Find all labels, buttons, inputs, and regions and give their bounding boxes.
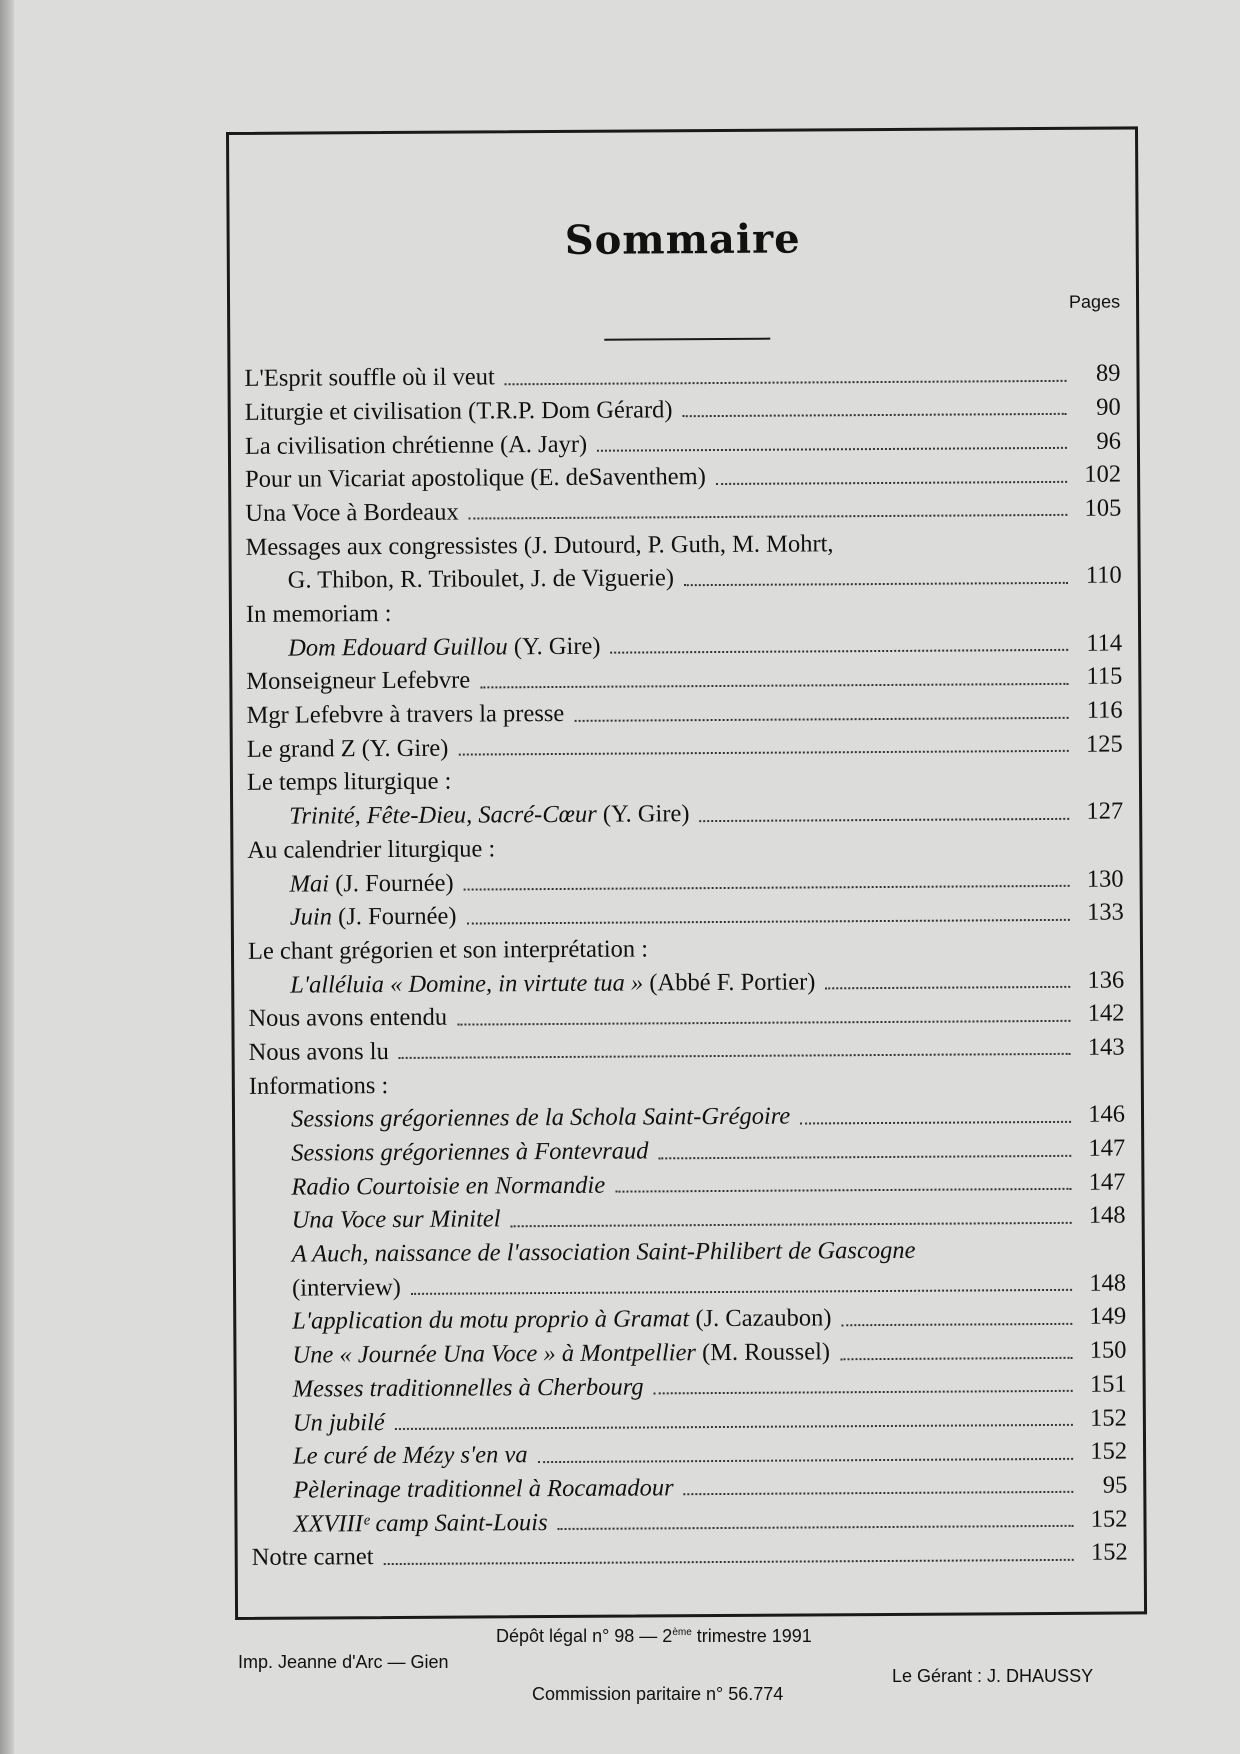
- dot-leader: [659, 1154, 1072, 1159]
- dot-leader: [538, 1458, 1074, 1463]
- toc-entry-text: Pour un Vicariat apostolique (E. deSaventhem): [245, 463, 706, 494]
- toc-entry-title: [244, 363, 495, 393]
- toc-page-number: 102: [1084, 460, 1122, 489]
- toc-entry: [249, 1130, 1125, 1169]
- toc-entry-italic-title: Radio Courtoisie en Normandie: [291, 1171, 606, 1201]
- toc-entry-title: [288, 634, 601, 660]
- toc-entry-italic-title: Una Voce sur Minitel: [291, 1205, 501, 1234]
- toc-entry: [245, 457, 1121, 496]
- toc-entry: [246, 591, 1122, 630]
- dot-leader: [505, 380, 1067, 385]
- toc-entry-text: La civilisation chrétienne (A. Jayr): [244, 430, 588, 460]
- toc-entry: [247, 827, 1123, 866]
- toc-entry-title: [246, 702, 564, 728]
- toc-entry: [250, 1332, 1126, 1371]
- toc-entry-title: [289, 902, 457, 931]
- dot-leader: [480, 683, 1068, 689]
- toc-entry: [249, 1164, 1125, 1203]
- toc-page-number: 89: [1095, 359, 1121, 387]
- dot-leader: [716, 481, 1067, 485]
- toc-entry-text: Mgr Lefebvre à travers la presse: [246, 700, 565, 729]
- toc-entry: [245, 524, 1121, 563]
- pages-column-label: Pages: [1068, 291, 1121, 312]
- toc-entry-italic-title: Messes traditionnelles à Cherbourg: [292, 1373, 644, 1403]
- toc-entry-title: [287, 564, 675, 594]
- toc-page-number: 146: [1088, 1100, 1126, 1129]
- toc-entry-italic-title: Sessions grégoriennes à Fontevraud: [291, 1137, 649, 1167]
- dot-leader: [558, 1525, 1074, 1530]
- toc-entry-text: (Y. Gire): [507, 632, 601, 660]
- dot-leader: [458, 750, 1068, 756]
- toc-entry-text: Le grand Z (Y. Gire): [246, 734, 449, 763]
- toc-entry: [248, 962, 1124, 1001]
- toc-entry: [249, 1029, 1125, 1068]
- dot-leader: [511, 1222, 1072, 1227]
- toc-page-number: 114: [1086, 629, 1123, 657]
- toc-entry-text: Informations :: [248, 1071, 389, 1100]
- toc-page-number: 152: [1090, 1437, 1128, 1465]
- toc-entry-italic-title: L'application du motu proprio à Gramat: [292, 1305, 690, 1336]
- toc-page-number: 142: [1087, 999, 1125, 1028]
- toc-entry-title: [245, 465, 706, 492]
- dot-leader: [615, 1188, 1071, 1193]
- toc-entry-title: [293, 1508, 548, 1538]
- toc-entry-title: [248, 1037, 389, 1066]
- toc-entry-text: (J. Fournée): [331, 902, 457, 931]
- toc-entry: [251, 1467, 1127, 1506]
- toc-entry-title: [248, 1071, 389, 1100]
- dot-leader: [395, 1424, 1073, 1430]
- toc-page-number: 127: [1086, 797, 1124, 825]
- toc-entry: [251, 1366, 1127, 1405]
- toc-entry-text: Messages aux congressistes (J. Dutourd, P. Guth, M. Mohrt,: [245, 529, 834, 561]
- toc-entry: [252, 1535, 1128, 1574]
- page-binding-edge: [0, 0, 14, 1754]
- toc-entry-title: [293, 1476, 674, 1503]
- dot-leader: [464, 885, 1070, 891]
- toc-entry-italic-title: Sessions grégoriennes de la Schola Saint-Grégoire: [290, 1102, 791, 1133]
- toc-entry-text: L'Esprit souffle où il veut: [244, 363, 495, 393]
- toc-entry-title: [247, 837, 495, 863]
- toc-entry-text: Liturgie et civilisation (T.R.P. Dom Gérard): [244, 396, 673, 426]
- toc-entry-italic-title: Dom Edouard Guillou: [288, 632, 508, 662]
- toc-entry-title: [245, 529, 834, 561]
- toc-entry: [251, 1400, 1127, 1439]
- dot-leader: [684, 582, 1068, 586]
- toc-entry-italic-title: Mai: [289, 869, 330, 898]
- toc-page-number: 130: [1086, 865, 1124, 893]
- toc-page-number: 116: [1086, 696, 1123, 724]
- dot-leader: [611, 649, 1069, 654]
- dot-leader: [411, 1289, 1072, 1295]
- toc-entry: [250, 1299, 1126, 1338]
- toc-entry: [244, 356, 1120, 395]
- toc-entry-title: [292, 1304, 832, 1336]
- toc-entry-title: [292, 1340, 830, 1368]
- toc-page-number: 149: [1089, 1302, 1127, 1331]
- toc-entry: [246, 558, 1122, 597]
- toc-entry-title: [289, 802, 689, 829]
- gerant: Le Gérant : J. DHAUSSY: [892, 1666, 1094, 1686]
- toc-entry-text: Una Voce à Bordeaux: [245, 498, 459, 527]
- toc-entry: [247, 726, 1123, 765]
- toc-entry-title: [245, 398, 673, 425]
- toc-entry-italic-title: Le curé de Mézy s'en va: [293, 1441, 528, 1470]
- toc-entry: [249, 1097, 1125, 1136]
- toc-page-number: 133: [1086, 898, 1124, 926]
- toc-entry-title: [247, 770, 452, 796]
- dot-leader: [399, 1053, 1071, 1059]
- toc-entry-text: (interview): [291, 1273, 401, 1302]
- toc-entry-text: (M. Roussel): [695, 1338, 831, 1367]
- toc-page-number: 136: [1087, 966, 1125, 994]
- toc-entry: [247, 760, 1123, 799]
- toc-entry-title: [246, 666, 471, 696]
- toc-page-number: 143: [1087, 1033, 1125, 1061]
- toc-page-number: 147: [1088, 1134, 1126, 1162]
- toc-page-number: 90: [1096, 393, 1121, 421]
- toc-entry-title: [247, 736, 449, 762]
- toc-entry-title: [293, 1443, 528, 1469]
- dot-leader: [457, 1020, 1070, 1026]
- toc-entry-text: Le temps liturgique :: [246, 768, 452, 797]
- toc-entry-italic-title: Pèlerinage traditionnel à Rocamadour: [293, 1474, 674, 1504]
- dot-leader: [840, 1356, 1072, 1359]
- toc-page-number: 150: [1089, 1336, 1127, 1364]
- toc-entry-text: Monseigneur Lefebvre: [246, 666, 471, 696]
- toc-entry-title: [291, 1273, 401, 1302]
- dot-leader: [574, 716, 1068, 721]
- toc-entry-title: [290, 967, 816, 999]
- toc-page-number: 96: [1096, 427, 1121, 455]
- toc-entry-text: (J. Cazaubon): [689, 1304, 832, 1333]
- toc-entry-italic-title: Trinité, Fête-Dieu, Sacré-Cœur: [289, 800, 597, 830]
- toc-entry-text: Au calendrier liturgique :: [247, 835, 496, 864]
- dot-leader: [825, 986, 1070, 989]
- dot-leader: [683, 413, 1067, 417]
- toc-entry-title: [291, 1205, 501, 1234]
- dot-leader: [469, 514, 1068, 520]
- table-of-contents: [244, 356, 1127, 1574]
- toc-page-number: 152: [1090, 1505, 1128, 1533]
- toc-entry: [250, 1198, 1126, 1237]
- toc-entry-title: [245, 432, 587, 459]
- toc-page-number: 125: [1085, 730, 1123, 758]
- toc-entry: [249, 1063, 1125, 1102]
- toc-entry-italic-title: Un jubilé: [292, 1408, 385, 1437]
- toc-entry: [246, 659, 1122, 698]
- toc-entry-text: Le chant grégorien et son interprétation :: [247, 935, 649, 965]
- toc-entry: [248, 996, 1124, 1035]
- toc-entry: [245, 490, 1121, 529]
- toc-entry: [246, 625, 1122, 664]
- toc-entry-text: (Abbé F. Portier): [643, 967, 816, 997]
- dot-leader: [467, 919, 1070, 925]
- toc-entry-title: [248, 1003, 448, 1033]
- toc-page-number: 105: [1084, 494, 1122, 522]
- toc-entry: [251, 1434, 1127, 1473]
- toc-entry-text: Nous avons entendu: [248, 1003, 448, 1033]
- dot-leader: [654, 1390, 1073, 1395]
- toc-entry: [246, 692, 1122, 731]
- summary-frame: [226, 126, 1147, 1620]
- depot-legal: Dépôt légal n° 98 — 2ème trimestre 1991: [496, 1626, 812, 1646]
- toc-entry-text: G. Thibon, R. Triboulet, J. de Viguerie): [287, 564, 675, 594]
- page-title: Sommaire: [564, 215, 801, 264]
- commission-paritaire: Commission paritaire n° 56.774: [532, 1684, 784, 1704]
- toc-entry-text: (J. Fournée): [328, 869, 454, 897]
- toc-entry: [250, 1265, 1126, 1304]
- toc-entry-title: [293, 1375, 644, 1402]
- toc-page-number: 151: [1089, 1370, 1127, 1398]
- toc-entry-text: (Y. Gire): [596, 800, 690, 828]
- toc-entry: [245, 389, 1121, 428]
- title-rule: [604, 338, 770, 341]
- toc-entry-italic-title: Juin: [289, 903, 333, 931]
- toc-entry-title: [290, 871, 454, 897]
- toc-entry: [245, 423, 1121, 462]
- toc-entry-title: [290, 1102, 791, 1133]
- toc-page-number: 152: [1090, 1538, 1128, 1566]
- toc-entry-italic-title: A Auch, naissance de l'association Saint-Philibert de Gascogne: [291, 1236, 916, 1268]
- toc-entry: [247, 861, 1123, 900]
- toc-entry-title: [252, 1545, 374, 1570]
- toc-entry-title: [292, 1408, 385, 1437]
- dot-leader: [383, 1559, 1073, 1565]
- toc-entry-title: [291, 1139, 648, 1166]
- toc-entry-italic-title: Une « Journée Una Voce » à Montpellier: [292, 1339, 697, 1369]
- toc-page-number: 110: [1085, 561, 1122, 590]
- toc-page-number: 115: [1086, 662, 1123, 691]
- toc-entry: [248, 895, 1124, 934]
- toc-entry-italic-title: XXVIIIᵉ camp Saint-Louis: [293, 1508, 548, 1538]
- toc-page-number: 95: [1102, 1471, 1128, 1499]
- toc-entry-text: Notre carnet: [251, 1543, 374, 1572]
- toc-page-number: 148: [1089, 1269, 1127, 1297]
- toc-page-number: 147: [1088, 1168, 1126, 1196]
- toc-entry-title: [291, 1236, 916, 1268]
- toc-entry: [247, 793, 1123, 832]
- dot-leader: [800, 1121, 1071, 1125]
- toc-page-number: 152: [1090, 1404, 1127, 1432]
- dot-leader: [842, 1323, 1073, 1326]
- toc-entry: [250, 1231, 1126, 1270]
- toc-entry-text: In memoriam :: [245, 599, 392, 628]
- toc-entry-title: [245, 498, 459, 527]
- toc-entry: [248, 928, 1124, 967]
- toc-entry-text: Nous avons lu: [248, 1037, 389, 1066]
- toc-entry-title: [248, 937, 648, 964]
- toc-entry-title: [245, 599, 392, 628]
- dot-leader: [700, 817, 1070, 821]
- toc-entry-title: [291, 1173, 605, 1199]
- toc-page-number: 148: [1088, 1201, 1126, 1230]
- imprimeur: Imp. Jeanne d'Arc — Gien: [238, 1652, 449, 1672]
- dot-leader: [684, 1491, 1074, 1495]
- dot-leader: [597, 447, 1067, 452]
- toc-entry-italic-title: L'alléluia « Domine, in virtute tua »: [290, 969, 644, 999]
- toc-entry: [251, 1501, 1127, 1540]
